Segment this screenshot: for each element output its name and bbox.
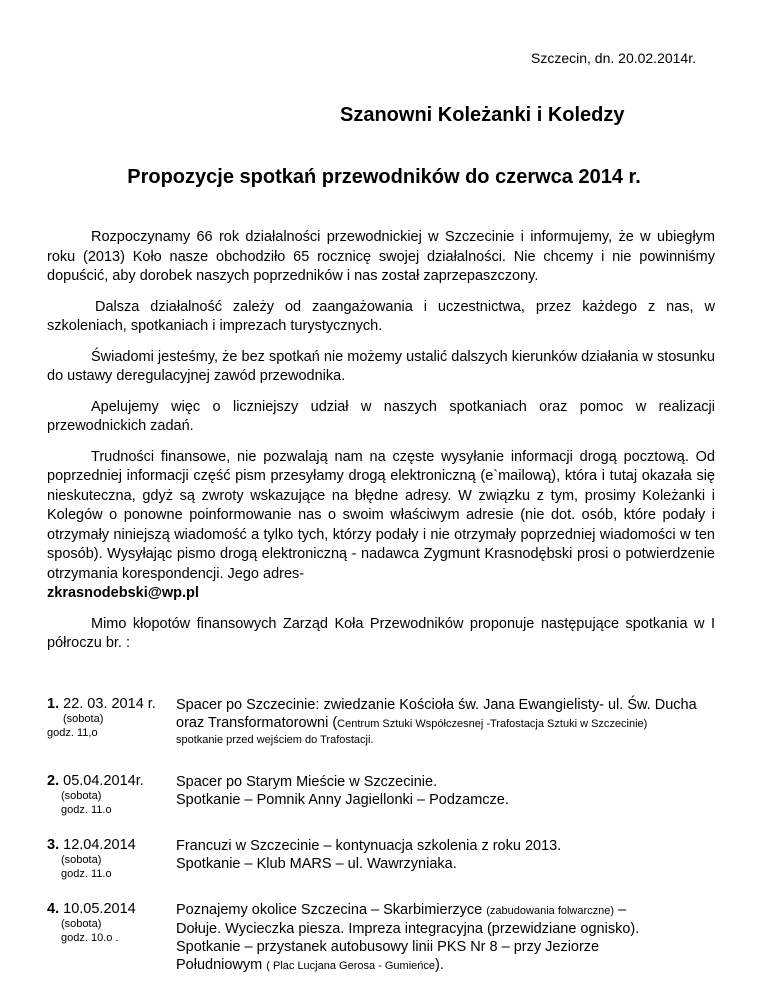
event-line: Spotkanie – Pomnik Anny Jagiellonki – Podzamcze. bbox=[176, 792, 509, 808]
events-list bbox=[47, 696, 737, 993]
event-line bbox=[176, 901, 737, 920]
event-line: Dołuje. Wycieczka piesza. Impreza integracyjna (przewidziane ognisko). bbox=[176, 921, 640, 937]
event-text: – bbox=[614, 902, 627, 918]
paragraph: Mimo kłopotów finansowych Zarząd Koła Przewodników proponuje następujące spotkania w I półroczu br. : bbox=[47, 615, 715, 651]
event-date: 12.04.2014 bbox=[63, 837, 136, 853]
event-when bbox=[47, 837, 177, 881]
event-item bbox=[47, 773, 737, 816]
event-line: Francuzi w Szczecinie – kontynuacja szkolenia z roku 2013. bbox=[176, 838, 562, 854]
event-when bbox=[47, 773, 177, 817]
event-item bbox=[47, 901, 737, 975]
event-description bbox=[176, 837, 737, 873]
event-item bbox=[47, 696, 737, 747]
event-number: 1. bbox=[47, 696, 60, 712]
event-note: (zabudowania folwarczne) bbox=[486, 905, 615, 917]
paragraph: Apelujemy więc o liczniejszy udział w naszych spotkaniach oraz pomoc w realizacji przewodnickich zadań. bbox=[47, 398, 715, 434]
event-line: Spotkanie – Klub MARS – ul. Wawrzyniaka. bbox=[176, 856, 457, 872]
paragraph-text: Trudności finansowe, nie pozwalają nam na częste wysyłanie informacji drogą pocztową. Od poprzedniej informacji część pism przesyłamy drogą elektroniczną (e`mailową), która i tutaj okazała się nieskuteczna, gdyż są zwroty wskazujące na błędne adresy. W związku z tym, prosimy Koleżanki i Kolegów o ponowne poinformowanie nas o swoim właściwym adresie (nie dot. osób, które podały i otrzymały niniejszą wiadomość a tylko tych, którzy podały i nie otrzymały poprzedniej wiadomości w ten sposób). Wysyłając pismo drogą elektroniczną - nadawca Zygmunt Krasnodębski prosi o potwierdzenie otrzymania korespondencji. Jego adres- bbox=[47, 448, 715, 582]
letter-body bbox=[47, 228, 715, 665]
event-line: Spacer po Szczecinie: zwiedzanie Kościoła św. Jana Ewangielisty- ul. Św. Ducha bbox=[176, 697, 697, 713]
event-when bbox=[47, 696, 177, 740]
event-note: ( Plac Lucjana Gerosa - Gumieńce bbox=[266, 960, 436, 972]
paragraph: Rozpoczynamy 66 rok działalności przewodnickiej w Szczecinie i informujemy, że w ubiegłym roku (2013) Koło nasze obchodziło 65 rocznicę swojej działalności. Nie chcemy i nie powinniśmy dopuścić, aby dorobek naszych poprzedników i nas został zaprzepaszczony. bbox=[47, 229, 715, 284]
event-line bbox=[176, 956, 737, 975]
event-time: godz. 11.o bbox=[61, 804, 112, 816]
greeting-heading: Szanowni Koleżanki i Koledzy bbox=[340, 104, 625, 126]
event-description bbox=[176, 773, 737, 809]
event-meeting-point: spotkanie przed wejściem do Trafostacji. bbox=[176, 734, 374, 746]
event-description bbox=[176, 901, 737, 975]
event-time: godz. 10.o . bbox=[61, 932, 119, 944]
event-line bbox=[176, 714, 737, 733]
event-number: 2. bbox=[47, 773, 60, 789]
event-when bbox=[47, 901, 177, 945]
event-text: Południowym bbox=[176, 957, 267, 973]
event-date: 10.05.2014 bbox=[63, 901, 136, 917]
event-date: 22. 03. 2014 r. bbox=[63, 696, 156, 712]
email-link[interactable]: zkrasnodebski@wp.pl bbox=[47, 585, 199, 601]
event-day: (sobota) bbox=[61, 918, 102, 930]
event-date: 05.04.2014r. bbox=[63, 773, 144, 789]
event-line: Spacer po Starym Mieście w Szczecinie. bbox=[176, 774, 438, 790]
paragraph: Świadomi jesteśmy, że bez spotkań nie możemy ustalić dalszych kierunków działania w stosunku do ustawy deregulacyjnej zawód przewodnika. bbox=[47, 348, 715, 384]
event-text: ). bbox=[435, 957, 444, 973]
event-time: godz. 11.o bbox=[61, 868, 112, 880]
letter-date: Szczecin, dn. 20.02.2014r. bbox=[531, 50, 696, 66]
event-line: Spotkanie – przystanek autobusowy linii PKS Nr 8 – przy Jeziorze bbox=[176, 939, 600, 955]
event-text: Poznajemy okolice Szczecina – Skarbimierzyce bbox=[176, 902, 487, 918]
event-day: (sobota) bbox=[63, 713, 104, 725]
event-item bbox=[47, 837, 737, 880]
paragraph-contact bbox=[47, 448, 715, 604]
subject-heading: Propozycje spotkań przewodników do czerwca 2014 r. bbox=[127, 166, 641, 188]
event-number: 3. bbox=[47, 837, 60, 853]
event-time: godz. 11,o bbox=[47, 727, 98, 739]
event-text: oraz Transformatorowni ( bbox=[176, 715, 338, 731]
paragraph: Dalsza działalność zależy od zaangażowania i uczestnictwa, przez każdego z nas, w szkoleniach, spotkaniach i imprezach turystycznych. bbox=[47, 298, 715, 334]
event-description bbox=[176, 696, 737, 747]
event-day: (sobota) bbox=[61, 790, 102, 802]
event-number: 4. bbox=[47, 901, 60, 917]
event-day: (sobota) bbox=[61, 854, 102, 866]
event-note: Centrum Sztuki Współczesnej -Trafostacja Sztuki w Szczecinie) bbox=[337, 718, 648, 730]
